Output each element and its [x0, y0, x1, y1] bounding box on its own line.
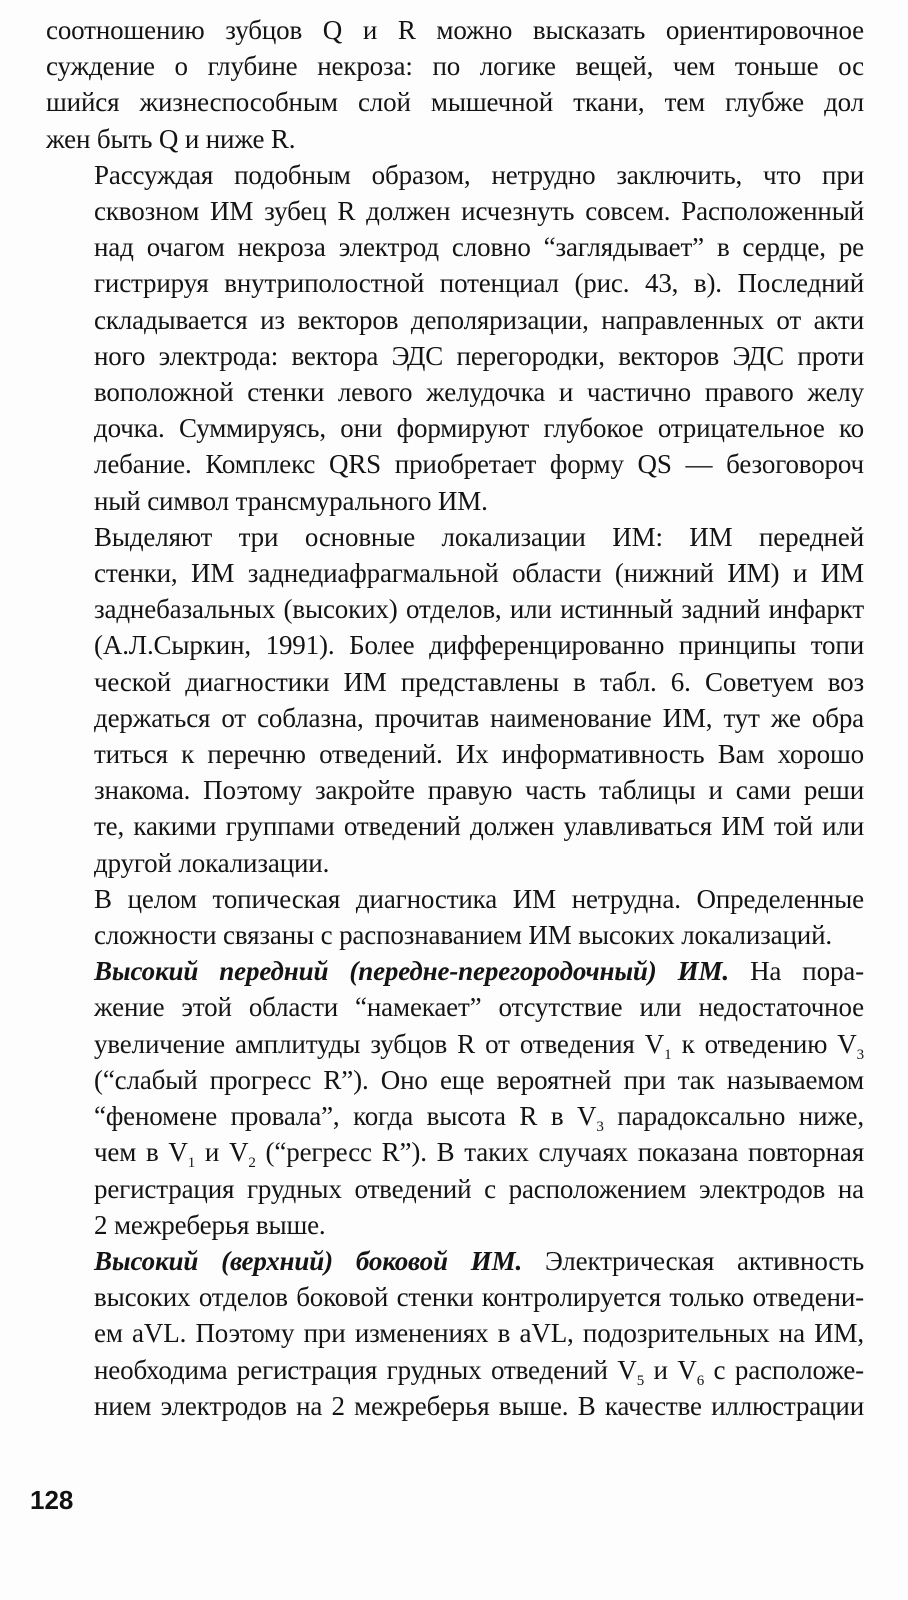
text-line: сложности связаны с распознаванием ИМ высоких локализаций.	[94, 920, 832, 951]
text-line: Высокий (верхний) боковой ИМ. Электрическая активность	[94, 1245, 865, 1276]
text-line: “феномене провала”, когда высота R в $V_3$ парадоксально ниже,	[94, 1101, 864, 1136]
page-number: 128	[30, 1485, 74, 1515]
text-line: Высокий передний (передне-перегородочный) ИМ. На пора-	[94, 956, 864, 987]
paragraph-6	[46, 1243, 864, 1424]
text-line: те, какими группами отведений должен улавливаться ИМ той или	[94, 811, 864, 842]
text-line: увеличение амплитуды зубцов R от отведения $V_1$ к отведению $V_3$	[94, 1028, 865, 1063]
text-line: сквозном ИМ зубец R должен исчезнуть совсем. Расположенный	[94, 196, 864, 227]
text-line: (А.Л.Сыркин, 1991). Более дифференцированно принципы топи	[94, 630, 864, 661]
text-line: лебание. Комплекс QRS приобретает форму QS — безоговороч	[94, 449, 864, 480]
text-line: ный символ трансмурального ИМ.	[94, 485, 488, 516]
text-line: воположной стенки левого желудочка и частично правого желу	[94, 377, 864, 408]
text-line: жен быть Q и ниже R.	[46, 123, 296, 154]
paragraph-3	[46, 519, 864, 881]
paragraph-4	[46, 881, 864, 953]
text-line: необходима регистрация грудных отведений $V_5$ и $V_6$ с расположе-	[94, 1354, 865, 1389]
text-line: соотношению зубцов Q и R можно высказать ориентировочное	[46, 15, 864, 45]
text-line: шийся жизнеспособным слой мышечной ткани, тем глубже дол	[46, 87, 864, 118]
body-text	[46, 12, 864, 1424]
text-line: регистрация грудных отведений с расположением электродов на	[94, 1173, 864, 1204]
text-line: нием электродов на 2 межреберья выше. В качестве иллюстрации	[94, 1390, 864, 1421]
section-heading-high-lateral: Высокий (верхний) боковой ИМ.	[94, 1245, 523, 1276]
text-line: Выделяют три основные локализации ИМ: ИМ передней	[94, 521, 864, 552]
text-line: дочка. Суммируясь, они формируют глубокое отрицательное ко	[94, 413, 864, 444]
text-line: ем aVL. Поэтому при изменениях в aVL, подозрительных на ИМ,	[94, 1318, 864, 1349]
section-heading-high-anterior: Высокий передний (передне-перегородочный) ИМ.	[94, 956, 729, 987]
text-line: ного электрода: вектора ЭДС перегородки, векторов ЭДС проти	[94, 340, 864, 371]
text-line: (“слабый прогресс R”). Оно еще вероятней при так называемом	[94, 1064, 864, 1095]
text-line: заднебазальных (высоких) отделов, или истинный задний инфаркт	[94, 594, 864, 625]
text-line: чем в $V_1$ и $V_2$ (“регресс R”). В таких случаях показана повторная	[94, 1137, 864, 1172]
text-line: жение этой области “намекает” отсутствие или недостаточное	[94, 992, 864, 1023]
paragraph-1	[46, 12, 864, 157]
text-line: держаться от соблазна, прочитав наименование ИМ, тут же обра	[94, 702, 864, 733]
paragraph-5	[46, 953, 864, 1243]
text-line: суждение о глубине некроза: по логике вещей, чем тоньше ос	[46, 51, 864, 82]
text-line: складывается из векторов деполяризации, направленных от акти	[94, 304, 864, 335]
text-line: знакома. Поэтому закройте правую часть таблицы и сами реши	[94, 775, 864, 806]
text-line: над очагом некроза электрод словно “заглядывает” в сердце, ре	[94, 232, 864, 263]
text-line: стенки, ИМ заднедиафрагмальной области (нижний ИМ) и ИМ	[94, 558, 864, 589]
paragraph-2	[46, 157, 864, 519]
text-line: высоких отделов боковой стенки контролируется только отведени-	[94, 1282, 864, 1313]
text-line: 2 межреберья выше.	[94, 1209, 326, 1240]
text-line: ческой диагностики ИМ представлены в табл. 6. Советуем воз	[94, 666, 864, 697]
text-line: Рассуждая подобным образом, нетрудно заключить, что при	[94, 159, 864, 190]
text-line: гистрируя внутриполостной потенциал (рис. 43, в). Последний	[94, 268, 864, 299]
text-line: В целом топическая диагностика ИМ нетрудна. Определенные	[94, 883, 864, 914]
text-line: другой локализации.	[94, 847, 330, 878]
text-line: титься к перечню отведений. Их информативность Вам хорошо	[94, 739, 864, 770]
